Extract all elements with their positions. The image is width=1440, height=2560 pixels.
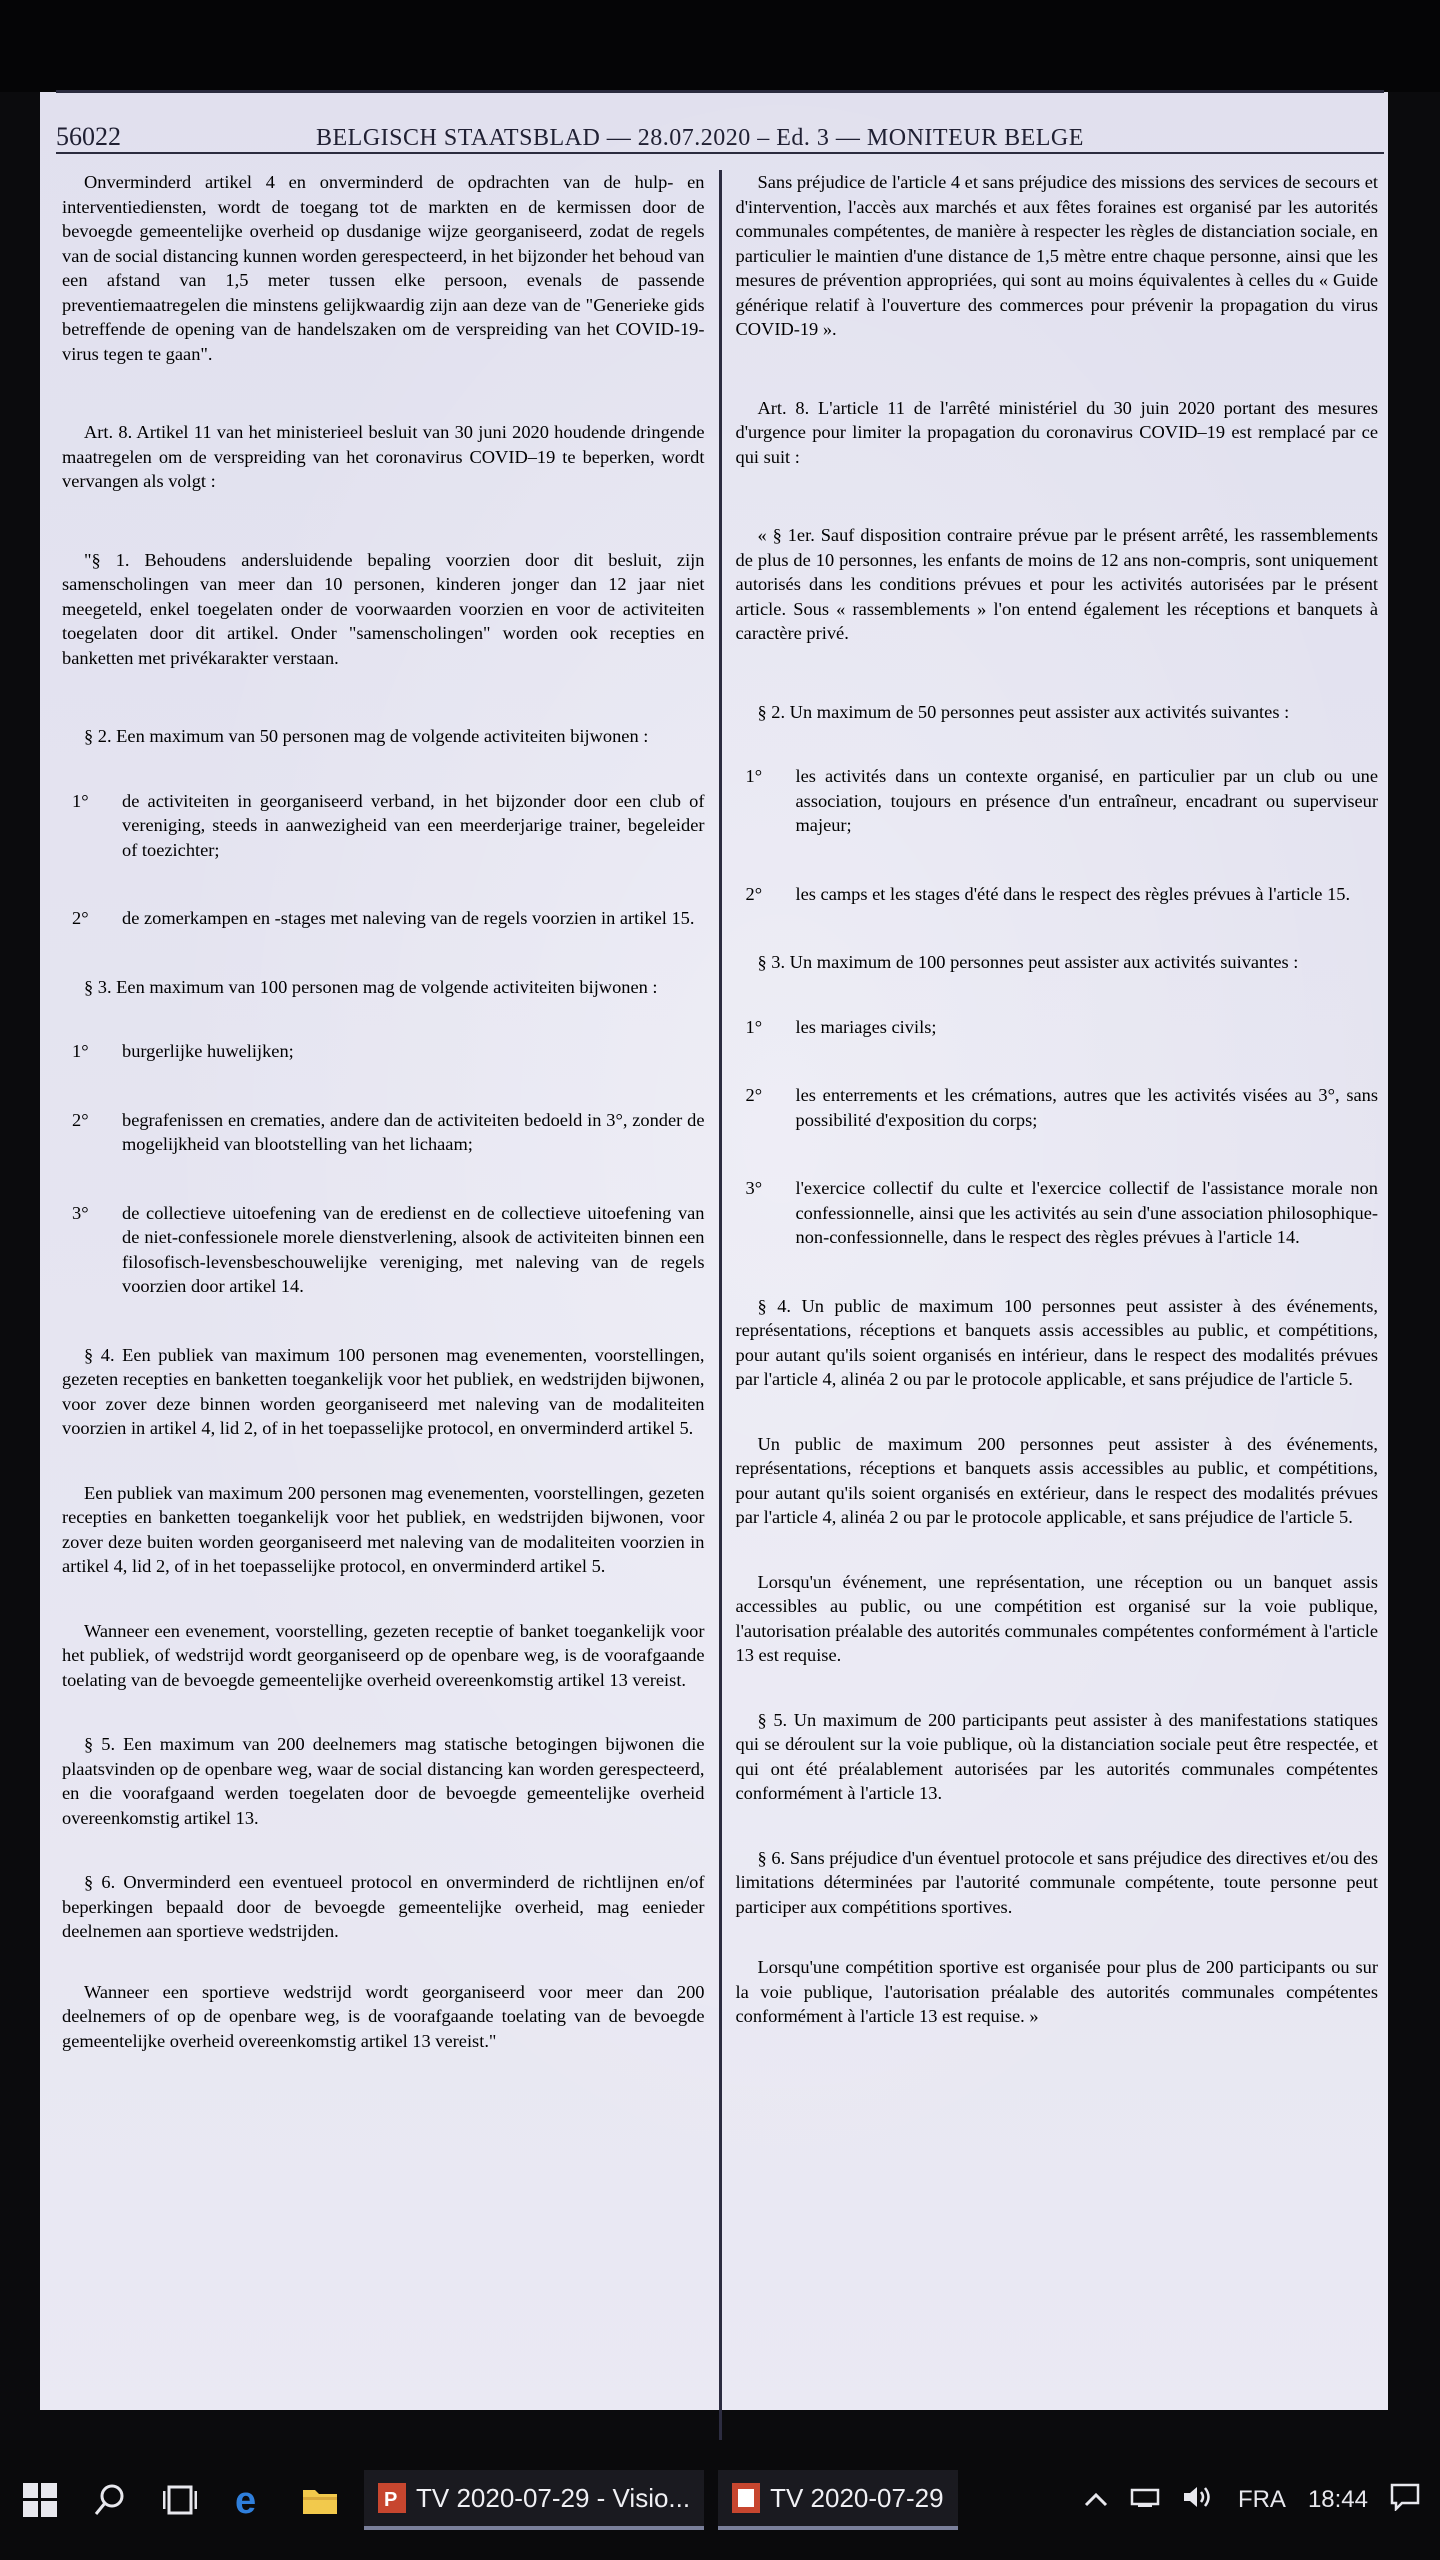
nl-section-5: § 5. Een maximum van 200 deelnemers mag statische betogingen bijwonen die plaatsvinden op de openbare weg, waar de social distancing kan worden gerespecteerd, en die voorafgaand werden toegelaten door de bevoegde gemeentelijke overheid overeenkomstig artikel 13. xyxy=(62,1734,705,1828)
nl-section-6b: Wanneer een sportieve wedstrijd wordt georganiseerd voor meer dan 200 deelnemers of op de openbare weg, is de voorafgaande toelating van de bevoegde gemeentelijke overheid overeenkomstig artikel 13 vereist." xyxy=(62,1981,705,2051)
fr-section-6: § 6. Sans préjudice d'un éventuel protocole et sans préjudice des directives et/ou des limitations déterminées par l'autorité communale compétente, toute personne peut participer aux compétitions sportives. xyxy=(735,1847,1378,1917)
screen-top-bezel xyxy=(0,0,1440,92)
folder-icon xyxy=(301,2484,339,2516)
nl-section-1: "§ 1. Behoudens andersluidende bepaling voorzien door dit besluit, zijn samenscholingen van meer dan 10 personen, kinderen jonger dan 12 jaar niet meegeteld, enkel toegelaten onder de voorwaarden voorzien en voor de activiteiten toegelaten door dit artikel. Onder "samenscholingen" worden ook recepties en banketten met privékarakter verstaan. xyxy=(62,549,705,668)
search-icon xyxy=(92,2482,128,2518)
nl-article-8: Art. 8. Artikel 11 van het ministerieel besluit van 30 juni 2020 houdende dringende maatregelen om de verspreiding van het coronavirus COVID–19 te beperken, wordt vervangen als volgt : xyxy=(62,422,705,491)
fr-section-2: § 2. Un maximum de 50 personnes peut assister aux activités suivantes : xyxy=(757,701,1290,722)
fr-section-3: § 3. Un maximum de 100 personnes peut assister aux activités suivantes : xyxy=(757,952,1299,972)
page-header xyxy=(56,106,1384,154)
language-indicator[interactable]: FRA xyxy=(1237,2486,1286,2513)
list-item: 1° les activités dans un contexte organisé, en particulier par un club ou une association, toujours en présence d'un entraîneur, encadrant ou superviseur majeur; xyxy=(745,766,1378,835)
page-number: 56022 xyxy=(56,122,121,151)
nl-section-4b: Een publiek van maximum 200 personen mag evenementen, voorstellingen, gezeten recepties en banketten toegankelijk voor het publiek, en wedstrijden bijwonen, voor zover deze buiten worden georganiseerd met naleving van de modaliteiten voorzien in artikel 4, lid 2, of in het toepasselijke protocol, en onverminderd artikel 5. xyxy=(62,1482,705,1576)
list-item: 1° burgerlijke huwelijken; xyxy=(72,1041,294,1061)
volume-icon[interactable] xyxy=(1182,2484,1216,2517)
svg-text:e: e xyxy=(235,2481,257,2519)
column-dutch xyxy=(48,170,719,2530)
notification-icon[interactable] xyxy=(1390,2483,1420,2518)
fr-section-4b: Un public de maximum 200 personnes peut assister à des événements, représentations, réceptions et banquets assis accessibles au public, et compétitions, pour autant qu'ils soient organisés en extérieur, dans le respect des modalités prévues par l'article 4, alinéa 2 ou par le protocole applicable, et sans préjudice de l'article 5. xyxy=(735,1433,1378,1527)
search-button[interactable] xyxy=(80,2470,140,2530)
list-item: 1° de activiteiten in georganiseerd verband, in het bijzonder door een club of vereniging, steeds in aanwezigheid van een meerderjarige trainer, begeleider of toezichter; xyxy=(72,790,705,860)
fr-section-6b: Lorsqu'une compétition sportive est organisée pour plus de 200 participants ou sur la voie publique, l'autorisation préalable des autorités communales compétentes conformément à l'article 13 est requise. » xyxy=(735,1957,1378,2026)
nl-section-2: § 2. Een maximum van 50 personen mag de volgende activiteiten bijwonen : xyxy=(84,726,649,746)
task-view-button[interactable] xyxy=(150,2470,210,2530)
file-explorer-button[interactable] xyxy=(290,2470,350,2530)
windows-logo-icon xyxy=(23,2483,57,2517)
nl-paragraph-intro: Onverminderd artikel 4 en onverminderd de opdrachten van de hulp- en interventiediensten, wordt de toegang tot de markten en de kermissen door de bevoegde gemeentelijke overheid op dusdanige wijze georganiseerd, zodat de regels van de social distancing kunnen worden gerespecteerd, in het bijzonder het behoud van een afstand van 1,5 meter tussen elke persoon, evenals de passende preventiemaatregelen die minstens gelijkwaardig zijn aan deze van de "Generieke gids betreffende de opening van de handelszaken om de verspreiding van het COVID-19-virus tegen te gaan". xyxy=(62,172,705,364)
masthead: BELGISCH STAATSBLAD — 28.07.2020 – Ed. 3 — MONITEUR BELGE xyxy=(316,125,1084,151)
fr-section-4c: Lorsqu'un événement, une représentation, une réception ou un banquet assis accessibles au public, ou une compétition est organisé sur la voie publique, l'autorisation préalable des autorités communales compétentes conformément à l'article 13 est requise. xyxy=(735,1571,1378,1665)
presentation-app-icon xyxy=(378,2483,406,2513)
taskbar-app-visio-label: TV 2020-07-29 - Visio... xyxy=(416,2482,691,2513)
network-icon[interactable] xyxy=(1130,2486,1160,2515)
clock-time[interactable]: 18:44 xyxy=(1307,2486,1368,2513)
edge-icon xyxy=(231,2481,269,2519)
taskbar xyxy=(0,2440,1440,2560)
fr-section-1: « § 1er. Sauf disposition contraire prévue par le présent arrêté, les rassemblements de plus de 10 personnes, les enfants de moins de 12 ans non-compris, sont uniquement autorisés dans les conditions prévues et pour les activités autorisées par le présent article. Sous « rassemblements » l'on entend également les réceptions et banquets à caractère privé. xyxy=(735,525,1378,643)
fr-section-5: § 5. Un maximum de 200 participants peut assister à des manifestations statiques qui se déroulent sur la voie publique, où la distanciation sociale peut être respectée, et qui ont été préalablement autorisées par les autorités communales compétentes conformément à l'article 13. xyxy=(735,1709,1378,1803)
taskbar-app-visio[interactable] xyxy=(364,2470,704,2530)
nl-section-4c: Wanneer een evenement, voorstelling, gezeten receptie of banket toegankelijk voor het publiek, of wedstrijd wordt georganiseerd op de openbare weg, is de voorafgaande toelating van de bevoegde gemeentelijke overheid overeenkomstig artikel 13 vereist. xyxy=(62,1620,705,1690)
list-item: 2° de zomerkampen en -stages met naleving van de regels voorzien in artikel 15. xyxy=(72,908,695,928)
document-columns xyxy=(48,170,1392,2530)
list-item: 2° les camps et les stages d'été dans le respect des règles prévues à l'article 15. xyxy=(745,883,1351,904)
svg-text:P: P xyxy=(384,2489,398,2511)
taskbar-app-document-label: TV 2020-07-29 xyxy=(770,2482,944,2513)
fr-section-4: § 4. Un public de maximum 100 personnes peut assister à des événements, représentations, réceptions et banquets assis accessibles au public, et compétitions, pour autant qu'ils soient organisés en intérieur, dans le respect des modalités prévues par l'article 4, alinéa 2 ou par le protocole applicable, et sans préjudice de l'article 5. xyxy=(735,1295,1378,1389)
nl-section-4: § 4. Een publiek van maximum 100 personen mag evenementen, voorstellingen, gezeten recepties en banketten toegankelijk voor het publiek, en wedstrijden bijwonen, voor zover deze binnen worden georganiseerd met naleving van de modaliteiten voorzien in artikel 4, lid 2, of in het toepasselijke protocol, en onverminderd artikel 5. xyxy=(62,1344,705,1438)
fr-article-8: Art. 8. L'article 11 de l'arrêté ministériel du 30 juin 2020 portant des mesures d'urgence pour limiter la propagation du coronavirus COVID–19 est remplacé par ce qui suit : xyxy=(735,397,1378,467)
header-rule xyxy=(56,90,1384,93)
start-button[interactable] xyxy=(10,2470,70,2530)
edge-browser-button[interactable] xyxy=(220,2470,280,2530)
list-item: 2° les enterrements et les crémations, autres que les activités visées au 3°, sans possibilité d'exposition du corps; xyxy=(745,1085,1378,1130)
document-app-icon xyxy=(732,2483,760,2513)
column-french xyxy=(722,170,1393,2530)
list-item: 2° begrafenissen en crematies, andere dan de activiteiten bedoeld in 3°, zonder de mogelijkheid van blootstelling van het lichaam; xyxy=(72,1109,705,1154)
fr-paragraph-intro: Sans préjudice de l'article 4 et sans préjudice des missions des services de secours et d'intervention, l'accès aux marchés et aux fêtes foraines est organisé par les autorités communales compétentes, de manière à respecter les règles de distanciation sociale, en particulier le maintien d'une distance de 1,5 mètre entre chaque personne, ainsi que les mesures de prévention appropriées, qui sont au moins équivalentes à celles du « Guide générique relatif à l'ouverture des commerces pour prévenir la propagation du virus COVID-19 ». xyxy=(735,172,1378,339)
nl-section-6: § 6. Onverminderd een eventueel protocol en onverminderd de richtlijnen en/of beperkingen bepaald door de bevoegde gemeentelijke overheid, mag eenieder deelnemen aan sportieve wedstrijden. xyxy=(62,1872,705,1941)
list-item: 1° les mariages civils; xyxy=(745,1016,937,1037)
chevron-up-icon[interactable] xyxy=(1084,2486,1108,2514)
list-item: 3° de collectieve uitoefening van de eredienst en de collectieve uitoefening van de niet-confessionele morele dienstverlening, alsook de activiteiten binnen een filosofisch-levensbeschouwelijke vereniging, met naleving van de regels voorzien door artikel 14. xyxy=(72,1202,705,1296)
list-item: 3° l'exercice collectif du culte et l'exercice collectif de l'assistance morale non confessionnelle, ainsi que les activités au sein d'une association philosophique-non-confessionnelle, dans le respect des règles prévues à l'article 14. xyxy=(745,1178,1378,1247)
task-view-icon xyxy=(163,2483,197,2517)
nl-section-3: § 3. Een maximum van 100 personen mag de volgende activiteiten bijwonen : xyxy=(84,976,658,997)
system-tray xyxy=(1084,2440,1420,2560)
taskbar-app-document[interactable] xyxy=(718,2470,957,2530)
